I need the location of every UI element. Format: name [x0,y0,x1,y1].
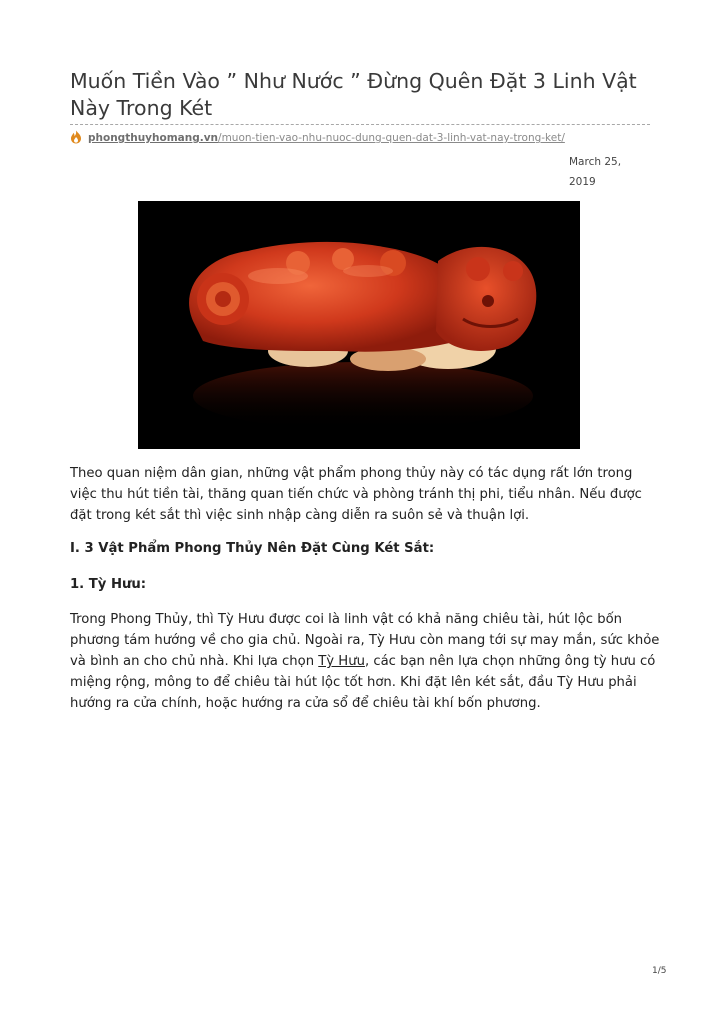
intro-paragraph: Theo quan niệm dân gian, những vật phẩm phong thủy này có tác dụng rất lớn trong việc thu hút tiền tài, thăng quan tiến chức và phòng tránh thị phi, tiểu nhân. Nếu được đặt trong két sắt thì việc sinh nhập càng diễn ra suôn sẻ và thuận lợi. [70,466,642,523]
paragraph-text-after: , các bạn nên lựa chọn những ông tỳ hưu có miệng rộng, mông to để chiêu tài hút lộc tốt hơn. Khi đặt lên két sắt, đầu Tỳ Hưu phải hướng ra cửa chính, hoặc hướng ra cửa sổ để chiêu tài khí bốn phương. [70,654,656,711]
title-divider [70,124,650,125]
hero-image [138,201,580,449]
source-path-link[interactable]: /muon-tien-vao-nhu-nuoc-dung-quen-dat-3-linh-vat-nay-trong-ket/ [218,132,565,144]
section-heading: I. 3 Vật Phẩm Phong Thủy Nên Đặt Cùng Két Sắt: [70,541,435,556]
article-title: Muốn Tiền Vào ” Như Nước ” Đừng Quên Đặt 3 Linh Vật Này Trong Két [70,69,637,120]
page-number: 1/5 [652,966,667,976]
ty-huu-link[interactable]: Tỳ Hưu [318,654,365,669]
flame-icon [70,130,82,144]
paragraph-text-before: Trong Phong Thủy, thì Tỳ Hưu được coi là linh vật có khả năng chiêu tài, hút lộc bốn phương tám hướng về cho gia chủ. Ngoài ra, Tỳ Hưu còn mang tới sự may mắn, sức khỏe và bình an cho chủ nhà. Khi lựa chọn [70,612,660,669]
ty-huu-paragraph [70,609,660,714]
source-line [70,130,670,146]
ty-huu-figurine-image [138,201,580,449]
source-domain-link[interactable]: phongthuyhomang.vn [88,132,219,144]
sub-heading: 1. Tỳ Hưu: [70,577,147,592]
publish-date: March 25, 2019 [569,156,622,188]
